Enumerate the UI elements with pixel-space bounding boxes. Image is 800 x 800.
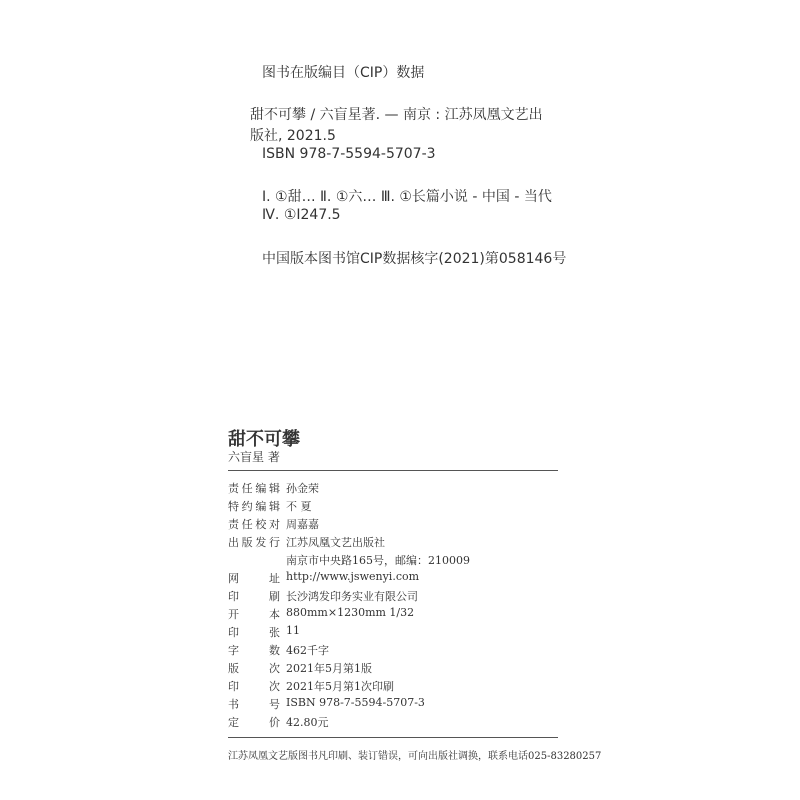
cip-class-2: Ⅳ. ①I247.5	[262, 207, 341, 223]
detail-value: http://www.jswenyi.com	[286, 570, 420, 583]
detail-label: 印 次	[228, 680, 280, 693]
detail-label: 印 张	[228, 626, 280, 639]
detail-label: 字 数	[228, 644, 280, 657]
detail-label: 版 次	[228, 662, 280, 675]
cip-line-1: 甜不可攀 / 六盲星著. — 南京 : 江苏凤凰文艺出	[250, 107, 543, 123]
cip-isbn: ISBN 978-7-5594-5707-3	[262, 146, 436, 162]
detail-value: 11	[286, 624, 300, 637]
detail-value: 42.80元	[286, 716, 329, 729]
detail-value: 462千字	[286, 644, 329, 657]
cip-line-2: 版社, 2021.5	[250, 128, 336, 144]
book-title: 甜不可攀	[228, 429, 300, 450]
detail-label: 特 约 编 辑	[228, 500, 280, 513]
divider-top	[228, 470, 558, 471]
detail-label: 印 刷	[228, 590, 280, 603]
detail-value: 2021年5月第1版	[286, 662, 372, 675]
detail-value: 不 夏	[286, 500, 312, 513]
detail-label: 网 址	[228, 572, 280, 585]
detail-value: 880mm×1230mm 1/32	[286, 606, 415, 619]
book-author: 六盲星 著	[228, 450, 280, 464]
detail-value: 江苏凤凰文艺出版社	[286, 536, 385, 549]
cip-record-number: 中国版本图书馆CIP数据核字(2021)第058146号	[262, 251, 567, 267]
detail-label: 责 任 校 对	[228, 518, 280, 531]
detail-value: 周嘉嘉	[286, 518, 319, 531]
detail-value: 孙金荣	[286, 482, 319, 495]
detail-label: 开 本	[228, 608, 280, 621]
detail-value: ISBN 978-7-5594-5707-3	[286, 696, 425, 709]
detail-label: 出 版 发 行	[228, 536, 280, 549]
detail-label: 定 价	[228, 716, 280, 729]
detail-value: 2021年5月第1次印刷	[286, 680, 394, 693]
detail-label: 书 号	[228, 698, 280, 711]
cip-class-1: Ⅰ. ①甜… Ⅱ. ①六… Ⅲ. ①长篇小说 - 中国 - 当代	[262, 189, 552, 205]
cip-heading: 图书在版编目（CIP）数据	[262, 65, 425, 81]
detail-value: 南京市中央路165号，邮编：210009	[286, 554, 470, 567]
footer-notice: 江苏凤凰文艺版图书凡印刷、装订错误，可向出版社调换，联系电话025-83280257	[228, 751, 602, 762]
detail-label: 责 任 编 辑	[228, 482, 280, 495]
detail-value: 长沙鸿发印务实业有限公司	[286, 590, 418, 603]
divider-bottom	[228, 737, 558, 738]
